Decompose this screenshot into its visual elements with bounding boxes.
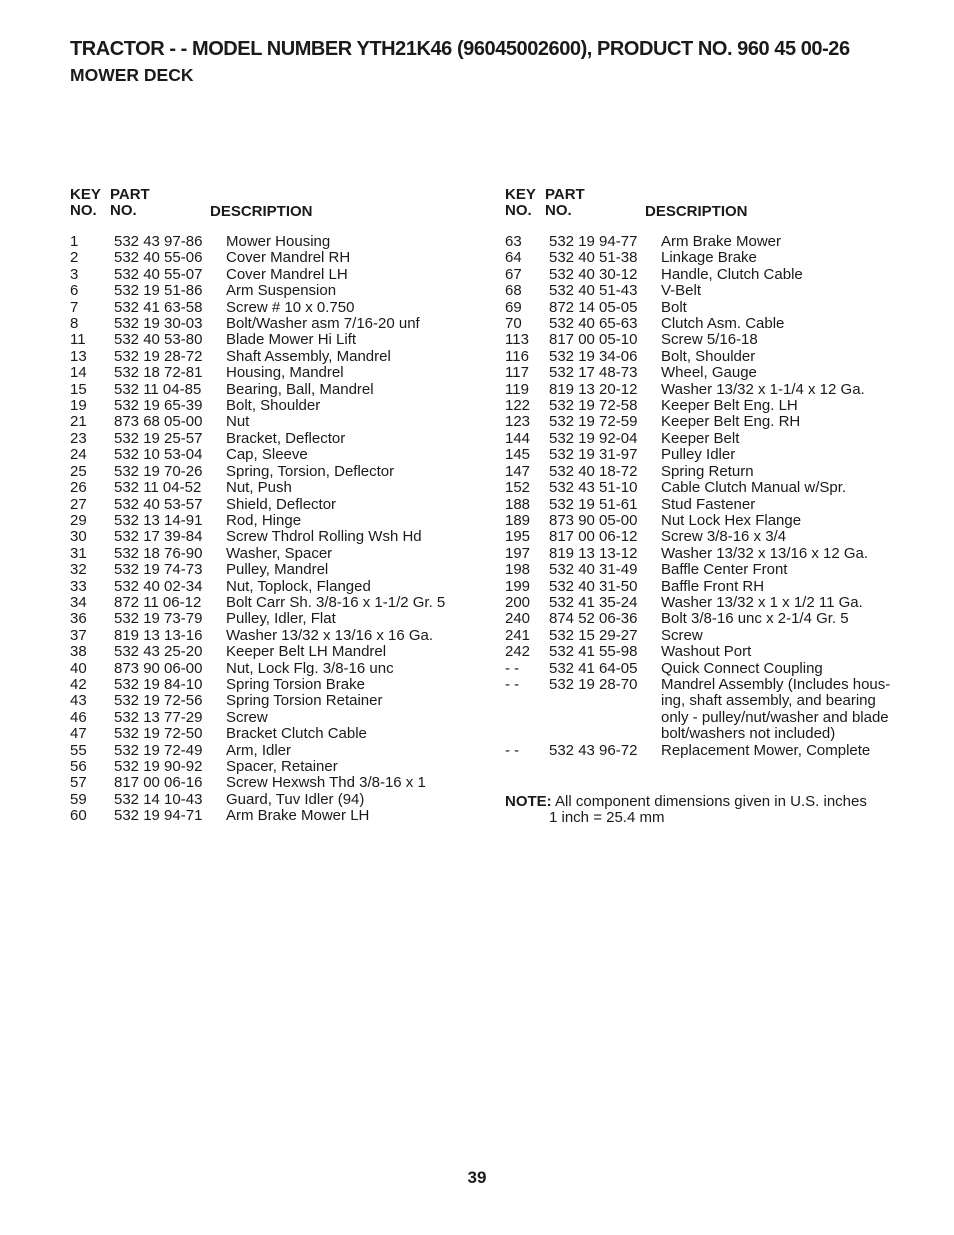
description-cell: Bolt, Shoulder xyxy=(226,397,321,415)
part-number-cell: 532 19 65-39 xyxy=(114,397,203,415)
description-cell: Guard, Tuv Idler (94) xyxy=(226,790,365,808)
description-cell: Mower Housing xyxy=(226,233,331,250)
description-cell: Housing, Mandrel xyxy=(226,364,344,382)
part-number-cell: 532 19 51-61 xyxy=(549,495,638,513)
note-text: All component dimensions given in U.S. inches xyxy=(555,793,867,810)
part-number-cell: 817 00 06-12 xyxy=(549,528,638,546)
header-part xyxy=(110,187,150,220)
key-cell: 122 xyxy=(505,397,531,415)
table-row xyxy=(70,546,470,562)
header-part-line2: NO. xyxy=(545,202,572,220)
part-number-cell: 532 13 14-91 xyxy=(114,511,203,529)
part-number-cell: 532 19 84-10 xyxy=(114,675,203,693)
table-row xyxy=(505,250,905,266)
table-row xyxy=(505,628,905,644)
key-cell: 25 xyxy=(70,462,87,480)
description-cell: Screw xyxy=(226,708,268,726)
table-row xyxy=(70,759,470,775)
key-cell: 43 xyxy=(70,692,87,710)
description-cell: Screw Thdrol Rolling Wsh Hd xyxy=(226,528,422,546)
part-number-cell: 532 10 53-04 xyxy=(114,446,203,464)
part-number-cell: 532 18 76-90 xyxy=(114,544,203,562)
part-number-cell: 532 19 72-59 xyxy=(549,413,638,431)
key-cell: 57 xyxy=(70,774,87,792)
part-number-cell: 532 19 92-04 xyxy=(549,429,638,447)
table-row xyxy=(70,693,470,709)
part-number-cell: 532 41 35-24 xyxy=(549,593,638,611)
key-cell: 32 xyxy=(70,561,87,579)
part-number-cell: 532 19 30-03 xyxy=(114,315,203,333)
description-cell: Bearing, Ball, Mandrel xyxy=(226,380,374,398)
table-row xyxy=(505,726,905,742)
description-cell: Cap, Sleeve xyxy=(226,446,308,464)
header-part xyxy=(545,187,585,220)
description-cell: Baffle Center Front xyxy=(661,561,788,579)
part-number-cell: 532 40 53-80 xyxy=(114,331,203,349)
table-row xyxy=(505,710,905,726)
table-row xyxy=(505,300,905,316)
key-cell: 3 xyxy=(70,265,79,283)
table-row xyxy=(505,283,905,299)
description-cell: Clutch Asm. Cable xyxy=(661,315,785,333)
table-row xyxy=(70,595,470,611)
part-number-cell: 532 43 51-10 xyxy=(549,479,638,497)
description-cell: Bolt 3/8-16 unc x 2-1/4 Gr. 5 xyxy=(661,610,849,628)
key-cell: 42 xyxy=(70,675,87,693)
key-cell: 200 xyxy=(505,593,531,611)
table-row xyxy=(505,398,905,414)
key-cell: 117 xyxy=(505,364,529,382)
part-number-cell: 532 43 96-72 xyxy=(549,741,638,759)
description-cell: Mandrel Assembly (Includes hous- xyxy=(661,675,891,693)
table-row xyxy=(505,497,905,513)
part-number-cell: 532 19 72-56 xyxy=(114,692,203,710)
table-row xyxy=(70,579,470,595)
note-line1 xyxy=(505,794,867,810)
parts-table-right xyxy=(505,187,905,759)
table-row xyxy=(70,250,470,266)
description-cell: Bolt/Washer asm 7/16-20 unf xyxy=(226,315,420,333)
description-cell: Washer 13/32 x 13/16 x 12 Ga. xyxy=(661,544,869,562)
table-header xyxy=(70,187,470,223)
table-row xyxy=(70,661,470,677)
header-description: DESCRIPTION xyxy=(210,203,313,220)
part-number-cell: 532 41 63-58 xyxy=(114,298,203,316)
description-cell: Baffle Front RH xyxy=(661,577,765,595)
part-number-cell: 819 13 13-12 xyxy=(549,544,638,562)
description-cell: Pulley Idler xyxy=(661,446,736,464)
part-number-cell: 873 90 05-00 xyxy=(549,511,638,529)
key-cell: 27 xyxy=(70,495,87,513)
key-cell: 195 xyxy=(505,528,531,546)
table-row xyxy=(70,792,470,808)
table-row xyxy=(70,267,470,283)
table-row xyxy=(70,464,470,480)
parts-table-left xyxy=(70,187,470,825)
table-row xyxy=(505,529,905,545)
key-cell: 15 xyxy=(70,380,87,398)
part-number-cell: 873 90 06-00 xyxy=(114,659,203,677)
part-number-cell: 532 40 51-38 xyxy=(549,249,638,267)
key-cell: 24 xyxy=(70,446,87,464)
description-cell: Bracket, Deflector xyxy=(226,429,346,447)
header-key-line1: KEY xyxy=(505,186,536,203)
key-cell: 21 xyxy=(70,413,87,431)
description-cell: Rod, Hinge xyxy=(226,511,302,529)
description-cell: Arm Brake Mower LH xyxy=(226,807,370,825)
table-row xyxy=(505,562,905,578)
header-key-line1: KEY xyxy=(70,186,101,203)
description-cell: Bolt xyxy=(661,298,687,316)
key-cell: 240 xyxy=(505,610,531,628)
part-number-cell: 532 19 72-49 xyxy=(114,741,203,759)
description-cell: Blade Mower Hi Lift xyxy=(226,331,357,349)
description-cell: Nut Lock Hex Flange xyxy=(661,511,802,529)
key-cell: 14 xyxy=(70,364,87,382)
part-number-cell: 532 19 72-50 xyxy=(114,725,203,743)
description-cell: Keeper Belt xyxy=(661,429,740,447)
part-number-cell: 532 19 70-26 xyxy=(114,462,203,480)
description-cell: Keeper Belt Eng. LH xyxy=(661,397,798,415)
description-cell: Washer 13/32 x 13/16 x 16 Ga. xyxy=(226,626,434,644)
description-cell: Washer 13/32 x 1-1/4 x 12 Ga. xyxy=(661,380,865,398)
note-label: NOTE: xyxy=(505,793,552,810)
part-number-cell: 532 40 65-63 xyxy=(549,315,638,333)
table-row xyxy=(505,480,905,496)
key-cell: - - xyxy=(505,741,520,759)
table-row xyxy=(70,316,470,332)
table-row xyxy=(70,644,470,660)
table-row xyxy=(505,743,905,759)
part-number-cell: 532 17 48-73 xyxy=(549,364,638,382)
description-cell: Bolt, Shoulder xyxy=(661,347,756,365)
part-number-cell: 873 68 05-00 xyxy=(114,413,203,431)
section-title: MOWER DECK xyxy=(70,65,194,85)
key-cell: 23 xyxy=(70,429,87,447)
description-cell: Arm Suspension xyxy=(226,282,337,300)
table-row xyxy=(70,365,470,381)
table-row xyxy=(70,726,470,742)
key-cell: 113 xyxy=(505,331,529,349)
table-row xyxy=(70,398,470,414)
key-cell: 26 xyxy=(70,479,87,497)
description-cell: Spring Return xyxy=(661,462,754,480)
table-header xyxy=(505,187,905,223)
header-key-line2: NO. xyxy=(70,202,97,220)
table-row xyxy=(505,595,905,611)
description-cell: Cable Clutch Manual w/Spr. xyxy=(661,479,847,497)
description-cell: Handle, Clutch Cable xyxy=(661,265,803,283)
key-cell: 145 xyxy=(505,446,531,464)
table-row xyxy=(505,316,905,332)
table-row xyxy=(505,431,905,447)
description-cell: ing, shaft assembly, and bearing xyxy=(661,692,876,710)
page-title: TRACTOR - - MODEL NUMBER YTH21K46 (96045002600), PRODUCT NO. 960 45 00-26 xyxy=(70,38,850,60)
part-number-cell: 532 13 77-29 xyxy=(114,708,203,726)
description-cell: Quick Connect Coupling xyxy=(661,659,823,677)
table-row xyxy=(505,513,905,529)
header-key xyxy=(505,187,536,220)
key-cell: 37 xyxy=(70,626,87,644)
key-cell: 197 xyxy=(505,544,531,562)
part-number-cell: 532 19 28-72 xyxy=(114,347,203,365)
table-row xyxy=(505,677,905,693)
part-number-cell: 532 19 74-73 xyxy=(114,561,203,579)
description-cell: Stud Fastener xyxy=(661,495,756,513)
header-part-line1: PART xyxy=(545,186,585,203)
part-number-cell: 532 19 31-97 xyxy=(549,446,638,464)
part-number-cell: 817 00 05-10 xyxy=(549,331,638,349)
description-cell: Replacement Mower, Complete xyxy=(661,741,871,759)
table-row xyxy=(70,480,470,496)
part-number-cell: 532 43 25-20 xyxy=(114,643,203,661)
key-cell: 31 xyxy=(70,544,87,562)
table-row xyxy=(505,611,905,627)
part-number-cell: 819 13 13-16 xyxy=(114,626,203,644)
key-cell: 199 xyxy=(505,577,531,595)
key-cell: 38 xyxy=(70,643,87,661)
part-number-cell: 532 43 97-86 xyxy=(114,233,203,250)
key-cell: 241 xyxy=(505,626,531,644)
description-cell: Pulley, Idler, Flat xyxy=(226,610,336,628)
header-key xyxy=(70,187,101,220)
table-row xyxy=(70,513,470,529)
table-row xyxy=(70,677,470,693)
table-row xyxy=(70,447,470,463)
part-number-cell: 874 52 06-36 xyxy=(549,610,638,628)
part-number-cell: 532 19 28-70 xyxy=(549,675,638,693)
key-cell: 2 xyxy=(70,249,79,267)
key-cell: 29 xyxy=(70,511,87,529)
key-cell: 63 xyxy=(505,233,522,250)
key-cell: 8 xyxy=(70,315,79,333)
key-cell: 70 xyxy=(505,315,522,333)
part-number-cell: 532 15 29-27 xyxy=(549,626,638,644)
description-cell: bolt/washers not included) xyxy=(661,725,836,743)
key-cell: 1 xyxy=(70,233,79,250)
key-cell: 34 xyxy=(70,593,87,611)
description-cell: Washer 13/32 x 1 x 1/2 11 Ga. xyxy=(661,593,863,611)
table-row xyxy=(505,414,905,430)
table-row xyxy=(505,644,905,660)
description-cell: Bracket Clutch Cable xyxy=(226,725,367,743)
table-row xyxy=(505,365,905,381)
key-cell: 188 xyxy=(505,495,531,513)
key-cell: 69 xyxy=(505,298,522,316)
table-row xyxy=(505,332,905,348)
description-cell: Washout Port xyxy=(661,643,752,661)
table-row xyxy=(70,414,470,430)
description-cell: V-Belt xyxy=(661,282,702,300)
description-cell: Screw 3/8-16 x 3/4 xyxy=(661,528,787,546)
part-number-cell: 532 19 94-71 xyxy=(114,807,203,825)
table-row xyxy=(70,775,470,791)
part-number-cell: 532 40 30-12 xyxy=(549,265,638,283)
table-row xyxy=(70,332,470,348)
table-row xyxy=(505,447,905,463)
description-cell: Bolt Carr Sh. 3/8-16 x 1-1/2 Gr. 5 xyxy=(226,593,446,611)
key-cell: - - xyxy=(505,659,520,677)
table-row xyxy=(70,431,470,447)
part-number-cell: 872 11 06-12 xyxy=(114,593,202,611)
key-cell: 13 xyxy=(70,347,87,365)
description-cell: Nut xyxy=(226,413,250,431)
header-part-line2: NO. xyxy=(110,202,137,220)
description-cell: Wheel, Gauge xyxy=(661,364,757,382)
key-cell: 47 xyxy=(70,725,87,743)
description-cell: Arm, Idler xyxy=(226,741,292,759)
header-part-line1: PART xyxy=(110,186,150,203)
description-cell: Screw xyxy=(661,626,703,644)
table-row xyxy=(70,529,470,545)
key-cell: 144 xyxy=(505,429,531,447)
part-number-cell: 532 40 55-06 xyxy=(114,249,203,267)
table-row xyxy=(70,710,470,726)
key-cell: 60 xyxy=(70,807,87,825)
table-body xyxy=(505,234,905,759)
part-number-cell: 532 11 04-85 xyxy=(114,380,202,398)
description-cell: Arm Brake Mower xyxy=(661,233,782,250)
table-body xyxy=(70,234,470,825)
key-cell: 30 xyxy=(70,528,87,546)
part-number-cell: 532 40 31-50 xyxy=(549,577,638,595)
part-number-cell: 819 13 20-12 xyxy=(549,380,638,398)
key-cell: 7 xyxy=(70,298,79,316)
part-number-cell: 532 19 51-86 xyxy=(114,282,203,300)
table-row xyxy=(505,382,905,398)
description-cell: Spring, Torsion, Deflector xyxy=(226,462,395,480)
part-number-cell: 532 11 04-52 xyxy=(114,479,202,497)
part-number-cell: 532 40 02-34 xyxy=(114,577,203,595)
description-cell: only - pulley/nut/washer and blade xyxy=(661,708,889,726)
table-row xyxy=(70,349,470,365)
description-cell: Screw # 10 x 0.750 xyxy=(226,298,355,316)
key-cell: 59 xyxy=(70,790,87,808)
description-cell: Washer, Spacer xyxy=(226,544,333,562)
table-row xyxy=(505,546,905,562)
description-cell: Shaft Assembly, Mandrel xyxy=(226,347,391,365)
table-row xyxy=(70,628,470,644)
table-row xyxy=(505,579,905,595)
description-cell: Spring Torsion Brake xyxy=(226,675,365,693)
table-row xyxy=(70,562,470,578)
note-line2: 1 inch = 25.4 mm xyxy=(549,809,665,827)
description-cell: Cover Mandrel RH xyxy=(226,249,351,267)
key-cell: 116 xyxy=(505,347,529,365)
note xyxy=(505,794,867,827)
table-row xyxy=(70,382,470,398)
key-cell: 152 xyxy=(505,479,531,497)
key-cell: 64 xyxy=(505,249,522,267)
key-cell: 46 xyxy=(70,708,87,726)
part-number-cell: 532 40 31-49 xyxy=(549,561,638,579)
part-number-cell: 532 19 25-57 xyxy=(114,429,203,447)
description-cell: Nut, Toplock, Flanged xyxy=(226,577,371,595)
part-number-cell: 532 19 72-58 xyxy=(549,397,638,415)
table-row xyxy=(505,267,905,283)
part-number-cell: 532 40 51-43 xyxy=(549,282,638,300)
table-row xyxy=(505,349,905,365)
header-key-line2: NO. xyxy=(505,202,532,220)
description-cell: Cover Mandrel LH xyxy=(226,265,348,283)
table-row xyxy=(70,283,470,299)
table-row xyxy=(70,234,470,250)
description-cell: Pulley, Mandrel xyxy=(226,561,329,579)
part-number-cell: 532 14 10-43 xyxy=(114,790,203,808)
table-row xyxy=(505,234,905,250)
description-cell: Shield, Deflector xyxy=(226,495,337,513)
part-number-cell: 532 40 55-07 xyxy=(114,265,203,283)
key-cell: 55 xyxy=(70,741,87,759)
part-number-cell: 532 41 55-98 xyxy=(549,643,638,661)
description-cell: Spacer, Retainer xyxy=(226,758,338,775)
table-row xyxy=(70,497,470,513)
table-row xyxy=(70,300,470,316)
key-cell: 11 xyxy=(70,331,86,349)
part-number-cell: 532 17 39-84 xyxy=(114,528,203,546)
key-cell: 40 xyxy=(70,659,87,677)
key-cell: 6 xyxy=(70,282,79,300)
description-cell: Keeper Belt Eng. RH xyxy=(661,413,801,431)
part-number-cell: 532 18 72-81 xyxy=(114,364,203,382)
page-number: 39 xyxy=(467,1168,487,1187)
part-number-cell: 532 19 94-77 xyxy=(549,233,638,250)
key-cell: 67 xyxy=(505,265,522,283)
key-cell: 33 xyxy=(70,577,87,595)
description-cell: Spring Torsion Retainer xyxy=(226,692,383,710)
description-cell: Screw Hexwsh Thd 3/8-16 x 1 xyxy=(226,774,426,792)
key-cell: 56 xyxy=(70,758,87,775)
key-cell: 198 xyxy=(505,561,531,579)
part-number-cell: 872 14 05-05 xyxy=(549,298,638,316)
part-number-cell: 817 00 06-16 xyxy=(114,774,203,792)
table-row xyxy=(505,693,905,709)
table-row xyxy=(505,661,905,677)
header-description: DESCRIPTION xyxy=(645,203,748,220)
part-number-cell: 532 19 90-92 xyxy=(114,758,203,775)
key-cell: 242 xyxy=(505,643,531,661)
part-number-cell: 532 40 53-57 xyxy=(114,495,203,513)
table-row xyxy=(70,611,470,627)
description-cell: Screw 5/16-18 xyxy=(661,331,758,349)
table-row xyxy=(70,743,470,759)
key-cell: 123 xyxy=(505,413,531,431)
key-cell: 19 xyxy=(70,397,87,415)
key-cell: 68 xyxy=(505,282,522,300)
description-cell: Nut, Push xyxy=(226,479,292,497)
part-number-cell: 532 19 73-79 xyxy=(114,610,203,628)
part-number-cell: 532 41 64-05 xyxy=(549,659,638,677)
part-number-cell: 532 19 34-06 xyxy=(549,347,638,365)
description-cell: Keeper Belt LH Mandrel xyxy=(226,643,387,661)
key-cell: 119 xyxy=(505,380,529,398)
table-row xyxy=(505,464,905,480)
key-cell: 147 xyxy=(505,462,531,480)
table-row xyxy=(70,808,470,824)
key-cell: 189 xyxy=(505,511,531,529)
key-cell: 36 xyxy=(70,610,87,628)
key-cell: - - xyxy=(505,675,520,693)
part-number-cell: 532 40 18-72 xyxy=(549,462,638,480)
description-cell: Linkage Brake xyxy=(661,249,757,267)
description-cell: Nut, Lock Flg. 3/8-16 unc xyxy=(226,659,394,677)
